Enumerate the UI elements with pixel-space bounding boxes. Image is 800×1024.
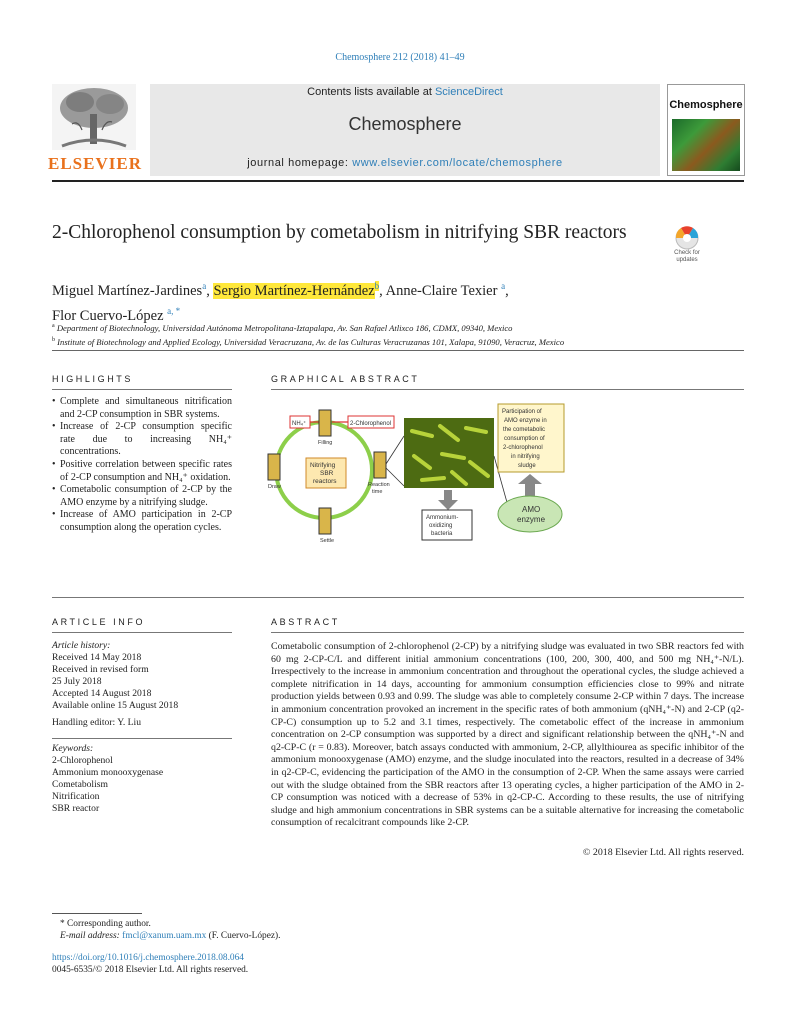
- journal-cover[interactable]: [667, 84, 745, 176]
- reactor-reaction: [374, 452, 386, 478]
- graphical-abstract-rule: [271, 389, 744, 390]
- graphical-abstract-figure[interactable]: [262, 396, 586, 576]
- abstract-text: Cometabolic consumption of 2-chlorophenol (2-CP) by a nitrifying sludge was evaluated in two SBR reactors fed with 60 mg 2-CP-C/L and different initial ammonium concentrations (100, 200, 300, 400, and 500 mg NH₄⁺-N/L). Irrespectively to the increase in ammonium concentration and throughout the operational cycles, the sludge achieved a complete nitrification in 14 days, accounting for ammonium consumption efficiencies close to 99% and nitrate production yields between 0.93 and 0.99. The sludge was able to completely consume 2-CP within 7 days. The increase in ammonium concentration provoked an increment in the specific rates of both ammonium (qNH₄⁺-N) and 2-CP (q2-CP-C) consumption up to 5.2 and 3.1 times, respectively. The cometabolic effect of the increase in ammonium concentration on 2-CP consumption was supported by a direct and significant relationship between the qNH₄⁺-N and q2-CP-C (r = 0.83). Moreover, batch assays conducted with ammonium, 2-CP, allylthiourea as specific inhibitor of the ammonium monooxygenase (AMO) enzyme, and the sludge inoculated into the reactors, resulted in a decrease of 34% in q2-CP-C, evidencing the participation of the AMO in the consumption of 2-CP. When the same assays were carried out with the sludge obtained from the SBR reactors after 13 operating cycles, a higher participation of the AMO in 2-CP consumption was noticed with a decrease of 53% in q2-CP-C. According to these results, the use of nitrifying sludge and high ammonium concentrations in SBR systems can be a suitable alternative for increasing the cometabolic consumption of recalcitrant compounds like 2-CP.: [271, 641, 744, 829]
- bacteria-line-3: bacteria: [431, 531, 453, 537]
- journal-homepage: [150, 157, 660, 169]
- history-item: Accepted 14 August 2018: [52, 688, 152, 699]
- homepage-prefix: journal homepage:: [247, 157, 353, 169]
- connector-line: [386, 436, 404, 464]
- article-info-heading: ARTICLE INFO: [52, 617, 146, 627]
- abstract-rule: [271, 632, 744, 633]
- handling-editor: Handling editor: Y. Liu: [52, 717, 141, 728]
- keyword: Cometabolism: [52, 779, 108, 790]
- reactor-filling: [319, 410, 331, 436]
- author-affil-mark[interactable]: a, *: [167, 305, 181, 316]
- reactor-draw: [268, 454, 280, 480]
- history-label: Article history:: [52, 640, 111, 651]
- highlight-item: • Complete and simultaneous nitrification and 2-CP consumption in SBR systems.: [52, 396, 232, 421]
- author-affil-mark[interactable]: a: [202, 281, 207, 291]
- author-affil-mark[interactable]: b: [374, 281, 380, 291]
- keywords-label: Keywords:: [52, 743, 94, 754]
- contents-prefix: Contents lists available at: [307, 86, 435, 98]
- filling-label: Filling: [318, 440, 333, 446]
- highlight-item: • Increase of 2-CP consumption specific rate due to increasing NH₄⁺ concentrations.: [52, 421, 232, 459]
- highlights-list: [52, 396, 232, 535]
- participation-line: AMO enzyme in: [504, 418, 547, 424]
- reactor-settle: [319, 508, 331, 534]
- corresponding-author: * Corresponding author.: [60, 919, 151, 929]
- arrow-to-bacteria: [438, 490, 458, 510]
- sciencedirect-link[interactable]: ScienceDirect: [434, 86, 503, 98]
- journal-title: Chemosphere: [348, 114, 462, 134]
- amo-line-2: enzyme: [517, 515, 546, 524]
- participation-line: Participation of: [502, 409, 542, 415]
- author-highlighted[interactable]: Sergio Martínez-Hernández: [213, 282, 375, 299]
- history-item: 25 July 2018: [52, 676, 102, 687]
- microscopy-image: [404, 418, 494, 488]
- contents-line: [150, 86, 660, 98]
- author[interactable]: Flor Cuervo-López: [52, 307, 164, 324]
- footnote-rule: [52, 913, 142, 914]
- graphical-abstract-heading: GRAPHICAL ABSTRACT: [271, 374, 420, 384]
- email-line: E-mail address: fmcl@xanum.uam.mx (F. Cuervo-López).: [60, 931, 281, 941]
- participation-line: the cometabolic: [503, 427, 546, 433]
- section-rule: [52, 350, 744, 351]
- highlight-item: • Increase of AMO participation in 2-CP consumption along the operation cycles.: [52, 509, 232, 534]
- arrow-up: [518, 474, 542, 496]
- header-rule: [52, 180, 744, 182]
- amo-enzyme-ellipse: [498, 496, 562, 532]
- history-item: Received in revised form: [52, 664, 149, 675]
- amo-line-1: AMO: [522, 505, 541, 514]
- center-line-1: Nitrifying: [310, 462, 336, 469]
- keyword: 2-Chlorophenol: [52, 755, 113, 766]
- author-list: Miguel Martínez-Jardines$^a$, Sergio Martínez-Hernández$^b$, Anne-Claire Texier $^a$, Flor Cuervo-López $^{a, *}$: [52, 281, 509, 324]
- author[interactable]: Miguel Martínez-Jardines: [52, 282, 203, 299]
- email-link[interactable]: fmcl@xanum.uam.mx: [122, 931, 207, 941]
- participation-line: 2-chlorophenol: [503, 445, 543, 451]
- center-line-2: SBR: [320, 470, 334, 477]
- highlights-rule: [52, 389, 232, 390]
- article-title: 2-Chlorophenol consumption by cometabolism in nitrifying SBR reactors: [52, 222, 627, 243]
- abstract-heading: ABSTRACT: [271, 617, 340, 627]
- settle-label: Settle: [320, 538, 335, 544]
- cover-image: [672, 119, 740, 171]
- participation-line: sludge: [518, 463, 536, 469]
- cover-title: Chemosphere: [669, 99, 743, 111]
- keywords: [52, 743, 232, 815]
- elsevier-wordmark: ELSEVIER: [48, 154, 142, 173]
- copyright: © 2018 Elsevier Ltd. All rights reserved.: [582, 847, 744, 858]
- affiliation: $^a$ Department of Biotechnology, Universidad Autónoma Metropolitana-Iztapalapa, Av. San Rafael Atlixco 186, CDMX, 09340, Mexico: [52, 322, 513, 333]
- participation-line: in nitrifying: [511, 454, 540, 460]
- reaction-label-1: Reaction: [368, 482, 390, 488]
- chlorophenol-label: 2-Chlorophenol: [350, 421, 392, 427]
- highlights-heading: HIGHLIGHTS: [52, 374, 134, 384]
- issn-line: 0045-6535/© 2018 Elsevier Ltd. All rights reserved.: [52, 965, 249, 975]
- article-history: [52, 640, 232, 712]
- draw-label: Draw: [268, 484, 281, 490]
- history-item: Available online 15 August 2018: [52, 700, 179, 711]
- affiliations: [52, 320, 752, 348]
- crossmark-label: Check for updates: [674, 250, 700, 263]
- keyword: SBR reactor: [52, 803, 100, 814]
- keyword: Nitrification: [52, 791, 100, 802]
- author[interactable]: Anne-Claire Texier: [385, 282, 498, 299]
- author-affil-mark[interactable]: a: [501, 281, 506, 291]
- participation-line: consumption of: [504, 436, 545, 442]
- highlight-item: • Positive correlation between specific rates of 2-CP consumption and NH₄⁺ oxidation.: [52, 459, 232, 484]
- doi-link[interactable]: https://doi.org/10.1016/j.chemosphere.2018.08.064: [52, 953, 244, 963]
- keyword: Ammonium monooxygenase: [52, 767, 164, 778]
- bacteria-line-1: Ammonium-: [426, 515, 459, 521]
- nh4-label: NH₄⁺: [292, 421, 307, 427]
- reaction-label-2: time: [372, 489, 383, 495]
- highlight-item: • Cometabolic consumption of 2-CP by the AMO enzyme by a nitrifying sludge.: [52, 484, 232, 509]
- keywords-rule: [52, 738, 232, 739]
- journal-reference[interactable]: Chemosphere 212 (2018) 41–49: [335, 52, 465, 63]
- footnote: [60, 918, 281, 942]
- section-rule: [52, 597, 744, 598]
- affiliation: $^b$ Institute of Biotechnology and Applied Ecology, Universidad Veracruzana, Av. de las Culturas Veracruzanas 101, Xalapa, 91090, Veracruz, Mexico: [52, 336, 565, 347]
- homepage-link[interactable]: www.elsevier.com/locate/chemosphere: [352, 157, 563, 169]
- history-item: Received 14 May 2018: [52, 652, 142, 663]
- article-info-rule: [52, 632, 232, 633]
- bacteria-line-2: oxidizing: [429, 523, 453, 529]
- center-line-3: reactors: [313, 478, 337, 485]
